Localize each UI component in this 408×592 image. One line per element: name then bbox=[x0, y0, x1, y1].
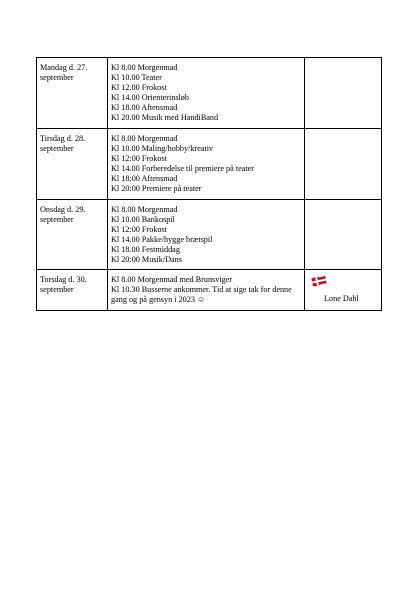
schedule-row-thursday bbox=[37, 270, 382, 311]
activity-item: Kl 12.00 Frokost bbox=[111, 82, 167, 92]
day-label: Tirsdag d. 28. september bbox=[40, 134, 86, 153]
flag-signature bbox=[308, 275, 378, 305]
day-label: Onsdag d. 29. september bbox=[40, 205, 86, 224]
activity-item: Kl 8.00 Morgenmad med Brunsviger bbox=[111, 275, 233, 285]
activity-item: Kl 14.00 Orienterinsløb bbox=[111, 92, 189, 102]
activity-item: Kl 10.30 Busserne ankommer. Tid at sige tak for denne gang og på gensyn i 2023 ☺ bbox=[111, 285, 292, 305]
activities-cell bbox=[108, 200, 305, 270]
schedule-table bbox=[36, 57, 382, 311]
activity-item: Kl 18:00 Aftensmad bbox=[111, 173, 178, 183]
activities-cell bbox=[108, 129, 305, 200]
day-label: Mandag d. 27. september bbox=[40, 63, 88, 82]
activity-item: Kl 10.00 Maling/hobby/kreativ bbox=[111, 143, 214, 153]
signature-name: Lone Dahl bbox=[324, 294, 359, 304]
day-cell bbox=[37, 270, 108, 311]
schedule-row-tuesday bbox=[37, 129, 382, 200]
activity-item: Kl 12:00 Frokost bbox=[111, 153, 167, 163]
day-cell bbox=[37, 58, 108, 129]
notes-cell bbox=[305, 58, 382, 129]
activity-item: Kl 20.00 Musik med HandiBand bbox=[111, 112, 219, 122]
notes-cell bbox=[305, 270, 382, 311]
activity-item: Kl 18.00 Festmiddag bbox=[111, 244, 180, 254]
activity-item: Kl 12:00 Frokost bbox=[111, 224, 167, 234]
activity-item: Kl 20:00 Musik/Dans bbox=[111, 254, 182, 264]
activity-item: Kl 18.00 Aftensmad bbox=[111, 102, 178, 112]
activity-item: Kl 10.00 Teater bbox=[111, 72, 162, 82]
day-label: Torsdag d. 30. september bbox=[40, 275, 87, 295]
activity-item: Kl 8.00 Morgenmad bbox=[111, 205, 178, 214]
day-cell bbox=[37, 200, 108, 270]
danish-flag-icon bbox=[311, 275, 327, 287]
activity-item: Kl 14.00 Forberedelse til premiere på teater bbox=[111, 163, 254, 173]
activity-item: Kl 20:00 Premiere på teater bbox=[111, 183, 202, 193]
activity-item: Kl 8.00 Morgenmad bbox=[111, 134, 178, 143]
schedule-row-wednesday bbox=[37, 200, 382, 270]
activity-item: Kl 8.00 Morgenmad bbox=[111, 63, 178, 72]
notes-cell bbox=[305, 200, 382, 270]
schedule-row-monday bbox=[37, 58, 382, 129]
activity-item: Kl 14.00 Pakke/hygge brætspil bbox=[111, 234, 213, 244]
activities-cell bbox=[108, 58, 305, 129]
day-cell bbox=[37, 129, 108, 200]
notes-cell bbox=[305, 129, 382, 200]
activities-cell bbox=[108, 270, 305, 311]
activity-item: Kl 10.00 Bankospil bbox=[111, 214, 175, 224]
